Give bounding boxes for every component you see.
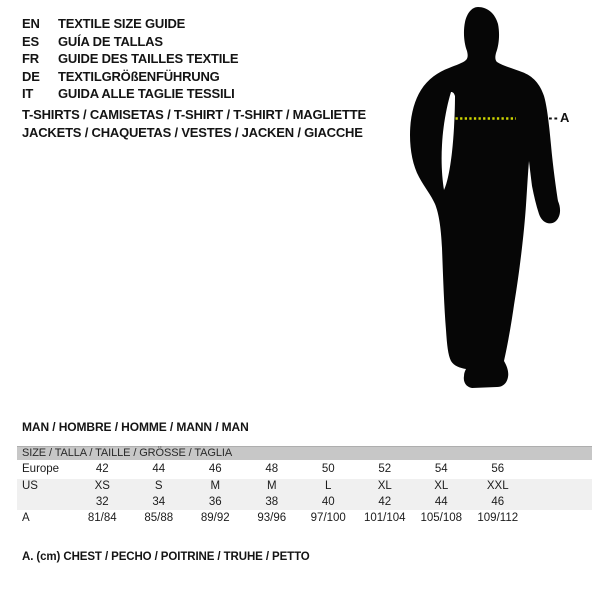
row-label: US bbox=[22, 480, 38, 492]
size-cell: 89/92 bbox=[200, 512, 230, 524]
language-title: GUIDE DES TAILLES TEXTILE bbox=[58, 51, 239, 67]
size-cell: 93/96 bbox=[257, 512, 287, 524]
man-silhouette-icon bbox=[410, 7, 560, 388]
size-cell: 48 bbox=[265, 463, 279, 475]
size-cell: 44 bbox=[152, 463, 166, 475]
size-cell: 34 bbox=[152, 496, 166, 508]
size-cell: 105/108 bbox=[420, 512, 463, 524]
size-cell: L bbox=[325, 480, 332, 492]
size-cell: 32 bbox=[95, 496, 109, 508]
language-code: DE bbox=[22, 68, 40, 84]
language-code: ES bbox=[22, 33, 39, 49]
size-cell: XXL bbox=[486, 480, 509, 492]
row-label bbox=[17, 494, 74, 510]
section-title-man: MAN / HOMBRE / HOMME / MANN / MAN bbox=[22, 420, 249, 434]
row-label: A bbox=[22, 512, 30, 524]
size-cell: 56 bbox=[491, 463, 505, 475]
size-cell: 54 bbox=[434, 463, 448, 475]
size-cell: 36 bbox=[208, 496, 222, 508]
row-label: Europe bbox=[22, 463, 60, 475]
measurement-label-a: A bbox=[560, 110, 570, 125]
footnote-chest: A. (cm) CHEST / PECHO / POITRINE / TRUHE / PETTO bbox=[22, 551, 310, 563]
size-cell: 81/84 bbox=[87, 512, 117, 524]
size-cell: 38 bbox=[265, 496, 279, 508]
size-cell: 40 bbox=[321, 496, 335, 508]
size-row-chest bbox=[17, 510, 592, 527]
language-code: IT bbox=[22, 86, 34, 102]
language-code: FR bbox=[22, 51, 39, 67]
size-cell: 97/100 bbox=[310, 512, 346, 524]
size-cell: 46 bbox=[208, 463, 222, 475]
language-title: TEXTILGRÖßENFÜHRUNG bbox=[58, 68, 220, 84]
size-cell: 85/88 bbox=[144, 512, 174, 524]
category-line-jackets: JACKETS / CHAQUETAS / VESTES / JACKEN / GIACCHE bbox=[22, 125, 363, 140]
size-cell: 44 bbox=[434, 496, 448, 508]
size-cell-filler bbox=[526, 510, 592, 527]
language-title: GUIDA ALLE TAGLIE TESSILI bbox=[58, 86, 235, 102]
language-title: TEXTILE SIZE GUIDE bbox=[58, 16, 186, 32]
size-cell: 52 bbox=[378, 463, 392, 475]
size-cell: 42 bbox=[95, 463, 109, 475]
size-cell: 109/112 bbox=[477, 512, 519, 524]
size-cell: 101/104 bbox=[363, 512, 406, 524]
size-row-us bbox=[17, 479, 592, 494]
size-cell: XL bbox=[377, 480, 392, 492]
size-cell: XL bbox=[434, 480, 449, 492]
size-cell: 46 bbox=[491, 496, 505, 508]
size-cell-filler bbox=[526, 479, 592, 494]
size-cell-filler bbox=[526, 460, 592, 479]
size-table bbox=[17, 446, 592, 527]
language-code: EN bbox=[22, 16, 40, 32]
size-cell: M bbox=[266, 480, 277, 492]
size-row-europe bbox=[17, 460, 592, 479]
category-line-tshirts: T-SHIRTS / CAMISETAS / T-SHIRT / T-SHIRT / MAGLIETTE bbox=[22, 107, 366, 122]
size-cell: XS bbox=[94, 480, 110, 492]
size-table-header: SIZE / TALLA / TAILLE / GRÖSSE / TAGLIA bbox=[17, 446, 592, 460]
size-row-us-numeric bbox=[17, 494, 592, 510]
size-cell: M bbox=[210, 480, 221, 492]
language-title: GUÍA DE TALLAS bbox=[58, 33, 163, 49]
size-cell: 42 bbox=[378, 496, 392, 508]
size-cell: S bbox=[154, 480, 163, 492]
size-cell-filler bbox=[526, 494, 592, 510]
size-cell: 50 bbox=[321, 463, 335, 475]
